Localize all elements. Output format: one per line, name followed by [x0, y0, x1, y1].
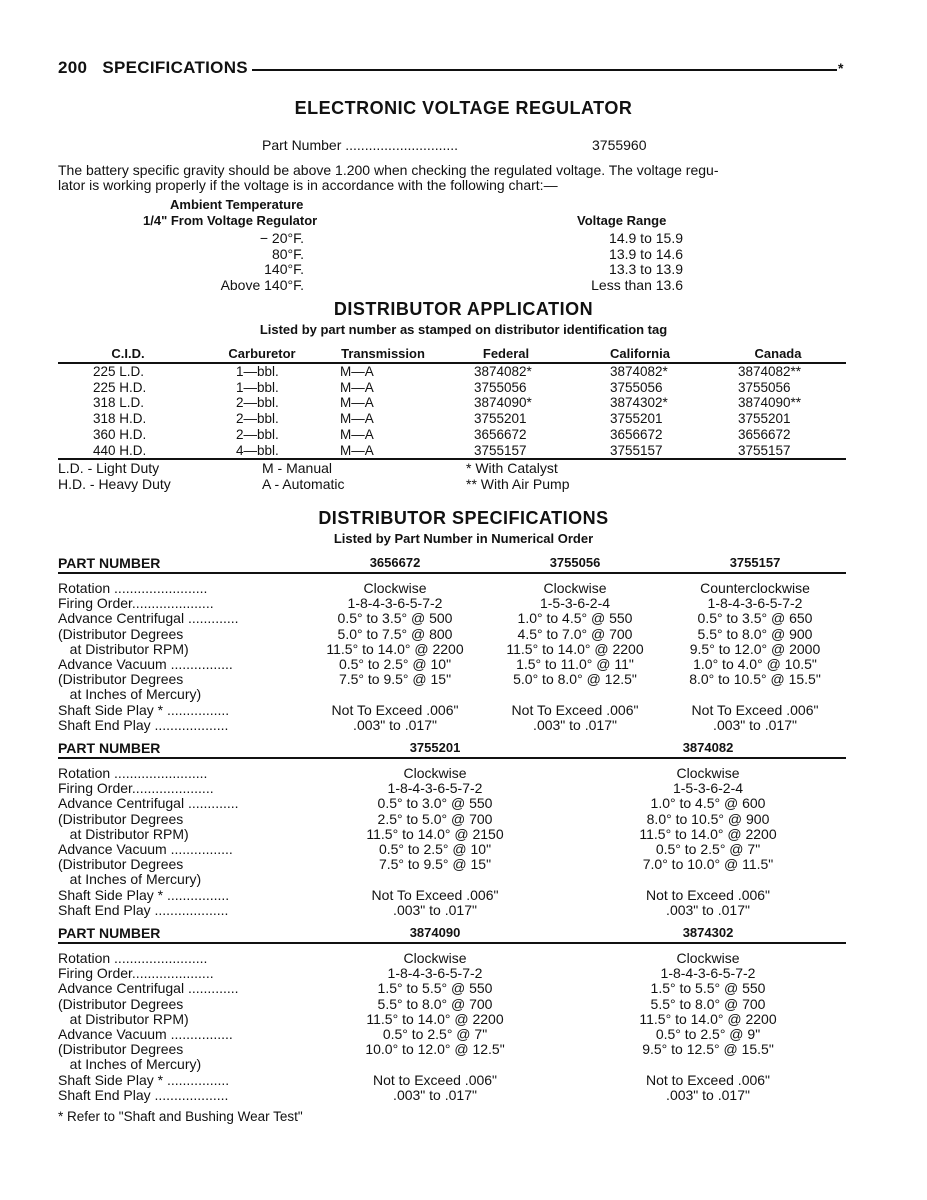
spec-label: (Distributor Degrees [58, 856, 184, 873]
spec-value: 5.0° to 7.5° @ 800 [337, 625, 453, 642]
spec-label: (Distributor Degrees [58, 810, 184, 827]
table-cell: 3755157 [610, 442, 663, 458]
spec-label: Shaft End Play ................... [58, 1086, 229, 1103]
spec-value: 7.0° to 10.0° @ 11.5" [642, 856, 774, 873]
page-header [58, 58, 248, 78]
voltage-range: 13.9 to 14.6 [609, 245, 683, 262]
part-number: 3755157 [729, 555, 781, 570]
spec-value: 1-5-3-6-2-4 [672, 780, 744, 797]
table-cell: 3755056 [610, 379, 663, 395]
spec-value: 1-8-4-3-6-5-7-2 [660, 965, 756, 982]
spec-value: 9.5° to 12.0° @ 2000 [689, 640, 821, 657]
legend-item: * With Catalyst [466, 460, 558, 476]
spec-label: Advance Vacuum ................ [58, 1026, 233, 1042]
spec-value: 0.5° to 3.5° @ 500 [337, 610, 453, 627]
spec-label: at Inches of Mercury) [58, 1056, 202, 1073]
table-cell: 3656672 [610, 426, 663, 442]
table-cell: M—A [340, 364, 374, 379]
spec-value: 11.5° to 14.0° @ 2200 [506, 640, 644, 657]
spec-label: Shaft End Play ................... [58, 716, 229, 733]
spec-value: Clockwise [676, 765, 740, 781]
spec-value: .003" to .017" [666, 901, 750, 918]
spec-value: 5.5° to 8.0° @ 900 [697, 625, 813, 642]
specs-title: DISTRIBUTOR SPECIFICATIONS [318, 508, 609, 528]
voltage-range: 14.9 to 15.9 [609, 230, 683, 246]
legend-item: H.D. - Heavy Duty [58, 475, 171, 492]
spec-value: 10.0° to 12.0° @ 12.5" [365, 1041, 505, 1058]
spec-value: 11.5° to 14.0° @ 2200 [366, 1010, 504, 1027]
table-cell: M—A [340, 442, 374, 458]
regulator-title: ELECTRONIC VOLTAGE REGULATOR [294, 98, 633, 118]
table-cell: 3755157 [738, 442, 791, 458]
ambient-temp-header-2: 1/4" From Voltage Regulator [143, 213, 318, 228]
table-cell: 3755201 [738, 411, 791, 427]
part-number-label: PART NUMBER [58, 925, 161, 941]
spec-value: 9.5° to 12.5° @ 15.5" [642, 1041, 774, 1058]
table-cell: 1—bbl. [236, 379, 279, 395]
spec-value: 0.5° to 2.5° @ 7" [655, 841, 761, 857]
spec-value: .003" to .017" [353, 716, 437, 733]
header-rule [252, 69, 837, 71]
section-title: SPECIFICATIONS [102, 58, 248, 77]
specs-subtitle: Listed by Part Number in Numerical Order [333, 531, 594, 546]
spec-label: (Distributor Degrees [58, 995, 184, 1012]
part-rule [58, 757, 846, 759]
table-cell: 3755157 [474, 442, 527, 458]
spec-value: 8.0° to 10.5° @ 900 [646, 810, 770, 827]
part-rule [58, 572, 846, 574]
table-header-3: Federal [482, 346, 530, 361]
spec-value: Clockwise [676, 950, 740, 966]
spec-value: Not To Exceed .006" [331, 701, 459, 718]
spec-value: 1-8-4-3-6-5-7-2 [387, 780, 483, 797]
part-number: 3874082 [682, 740, 734, 755]
spec-value: .003" to .017" [393, 1086, 477, 1103]
legend-item: ** With Air Pump [466, 475, 570, 492]
spec-value: 11.5° to 14.0° @ 2150 [366, 825, 504, 842]
table-cell: 318 L.D. [93, 395, 145, 411]
spec-value: 1-8-4-3-6-5-7-2 [347, 595, 443, 612]
voltage-range: Less than 13.6 [591, 276, 683, 293]
regulator-paragraph-2: lator is working properly if the voltage is in accordance with the following chart:— [58, 177, 558, 193]
spec-value: 7.5° to 9.5° @ 15" [338, 671, 452, 688]
part-number: 3874090 [409, 925, 461, 940]
spec-value: Counterclockwise [700, 580, 810, 596]
spec-label: Firing Order..................... [58, 595, 214, 612]
table-cell: 3755056 [474, 379, 527, 395]
spec-label: Rotation ........................ [58, 950, 208, 966]
ambient-temp-header: Ambient Temperature [170, 197, 304, 212]
table-cell: 3874090** [738, 395, 802, 411]
spec-value: 11.5° to 14.0° @ 2200 [639, 825, 777, 842]
voltage-range: 13.3 to 13.9 [609, 261, 683, 277]
spec-label: Advance Centrifugal ............. [58, 795, 239, 812]
spec-label: Shaft Side Play * ................ [58, 1071, 230, 1088]
table-header-1: Carburetor [228, 346, 296, 361]
spec-value: Not To Exceed .006" [371, 886, 499, 903]
spec-value: 5.0° to 8.0° @ 12.5" [513, 671, 637, 688]
table-cell: 2—bbl. [236, 395, 279, 411]
spec-value: 1.0° to 4.0° @ 10.5" [693, 656, 817, 672]
table-cell: 3874302* [610, 395, 668, 411]
spec-label: Advance Vacuum ................ [58, 841, 233, 857]
spec-value: Clockwise [363, 580, 427, 596]
table-header-5: Canada [754, 346, 802, 361]
spec-value: 2.5° to 5.0° @ 700 [377, 810, 493, 827]
spec-value: 1.0° to 4.5° @ 550 [517, 610, 633, 627]
legend-item: A - Automatic [262, 475, 345, 492]
table-header-4: California [610, 346, 670, 361]
table-cell: 3874090* [474, 395, 532, 411]
spec-label: Shaft Side Play * ................ [58, 701, 230, 718]
regulator-paragraph-1: The battery specific gravity should be above 1.200 when checking the regulated voltage. The voltage regu- [58, 162, 719, 178]
spec-label: Advance Centrifugal ............. [58, 980, 239, 997]
spec-value: 11.5° to 14.0° @ 2200 [639, 1010, 777, 1027]
spec-value: 8.0° to 10.5° @ 15.5" [689, 671, 821, 688]
application-header-rule [58, 362, 846, 364]
part-number: 3755056 [549, 555, 601, 570]
spec-value: 1.0° to 4.5° @ 600 [650, 795, 766, 812]
spec-value: 1.5° to 5.5° @ 550 [650, 980, 766, 997]
ambient-temp: 80°F. [271, 245, 304, 262]
spec-value: 1.5° to 11.0° @ 11" [516, 656, 634, 672]
spec-value: Not To Exceed .006" [511, 701, 639, 718]
spec-label: Shaft Side Play * ................ [58, 886, 230, 903]
table-cell: 3656672 [738, 426, 791, 442]
ambient-temp: 140°F. [264, 261, 304, 277]
spec-label: Advance Vacuum ................ [58, 656, 233, 672]
spec-value: .003" to .017" [713, 716, 797, 733]
application-subtitle: Listed by part number as stamped on distributor identification tag [259, 322, 668, 337]
spec-value: 5.5° to 8.0° @ 700 [650, 995, 766, 1012]
part-number: 3874302 [682, 925, 734, 940]
spec-label: Advance Centrifugal ............. [58, 610, 239, 627]
ambient-temp: − 20°F. [259, 230, 304, 246]
spec-value: 0.5° to 3.0° @ 550 [377, 795, 493, 812]
spec-label: Shaft End Play ................... [58, 901, 229, 918]
spec-value: 0.5° to 2.5° @ 10" [378, 841, 492, 857]
part-number-label: PART NUMBER [58, 740, 161, 756]
table-cell: M—A [340, 379, 374, 395]
table-header-0: C.I.D. [111, 346, 145, 361]
part-rule [58, 942, 846, 944]
part-number: 3656672 [369, 555, 421, 570]
spec-label: Rotation ........................ [58, 765, 208, 781]
table-cell: 225 L.D. [93, 364, 145, 379]
spec-value: Not to Exceed .006" [372, 1071, 498, 1088]
table-cell: 3755056 [738, 379, 791, 395]
table-cell: 3755201 [610, 411, 663, 427]
spec-value: 0.5° to 3.5° @ 650 [697, 610, 813, 627]
spec-value: .003" to .017" [533, 716, 617, 733]
part-number: 3755201 [409, 740, 461, 755]
ambient-temp: Above 140°F. [220, 276, 304, 293]
spec-value: .003" to .017" [666, 1086, 750, 1103]
spec-value: 7.5° to 9.5° @ 15" [378, 856, 492, 873]
spec-value: 4.5° to 7.0° @ 700 [517, 625, 633, 642]
table-header-2: Transmission [341, 346, 425, 361]
spec-label: at Distributor RPM) [58, 825, 189, 842]
table-cell: 318 H.D. [93, 411, 147, 427]
application-title: DISTRIBUTOR APPLICATION [333, 299, 594, 319]
table-cell: 3656672 [474, 426, 527, 442]
table-cell: 3755201 [474, 411, 527, 427]
spec-value: 0.5° to 2.5° @ 7" [382, 1026, 488, 1042]
spec-value: Not to Exceed .006" [645, 886, 771, 903]
table-cell: M—A [340, 411, 374, 427]
regulator-part-number: 3755960 [592, 137, 647, 153]
spec-label: (Distributor Degrees [58, 671, 184, 688]
table-cell: 3874082** [738, 364, 802, 379]
legend-item: M - Manual [262, 460, 333, 476]
application-footer-rule [58, 458, 846, 460]
spec-value: 0.5° to 2.5° @ 10" [338, 656, 452, 672]
regulator-part-label: Part Number ............................. [262, 137, 459, 153]
table-cell: 4—bbl. [236, 442, 279, 458]
spec-value: .003" to .017" [393, 901, 477, 918]
footnote: * Refer to "Shaft and Bushing Wear Test" [58, 1109, 303, 1124]
spec-label: (Distributor Degrees [58, 625, 184, 642]
table-cell: M—A [340, 426, 374, 442]
table-cell: 440 H.D. [93, 442, 147, 458]
spec-value: Clockwise [543, 580, 607, 596]
table-cell: 3874082* [474, 364, 532, 379]
table-cell: M—A [340, 395, 374, 411]
spec-value: 5.5° to 8.0° @ 700 [377, 995, 493, 1012]
spec-label: Firing Order..................... [58, 965, 214, 982]
spec-label: Rotation ........................ [58, 580, 208, 596]
page-number: 200 [58, 58, 88, 77]
legend-item: L.D. - Light Duty [58, 460, 160, 476]
table-cell: 225 H.D. [93, 379, 147, 395]
spec-value: 1.5° to 5.5° @ 550 [377, 980, 493, 997]
spec-label: (Distributor Degrees [58, 1041, 184, 1058]
spec-label: at Inches of Mercury) [58, 686, 202, 703]
table-cell: 2—bbl. [236, 411, 279, 427]
spec-label: at Distributor RPM) [58, 640, 189, 657]
spec-value: Clockwise [403, 765, 467, 781]
spec-value: 11.5° to 14.0° @ 2200 [326, 640, 464, 657]
part-number-label: PART NUMBER [58, 555, 161, 571]
table-cell: 1—bbl. [236, 364, 279, 379]
header-marker: * [838, 60, 844, 76]
voltage-range-header: Voltage Range [577, 213, 667, 228]
spec-label: at Inches of Mercury) [58, 871, 202, 888]
spec-value: Not to Exceed .006" [645, 1071, 771, 1088]
spec-label: at Distributor RPM) [58, 1010, 189, 1027]
spec-value: 1-8-4-3-6-5-7-2 [707, 595, 803, 612]
table-cell: 360 H.D. [93, 426, 147, 442]
spec-value: 1-5-3-6-2-4 [539, 595, 611, 612]
spec-value: Clockwise [403, 950, 467, 966]
spec-value: Not To Exceed .006" [691, 701, 819, 718]
spec-value: 1-8-4-3-6-5-7-2 [387, 965, 483, 982]
table-cell: 2—bbl. [236, 426, 279, 442]
spec-value: 0.5° to 2.5° @ 9" [655, 1026, 761, 1042]
table-cell: 3874082* [610, 364, 668, 379]
spec-label: Firing Order..................... [58, 780, 214, 797]
